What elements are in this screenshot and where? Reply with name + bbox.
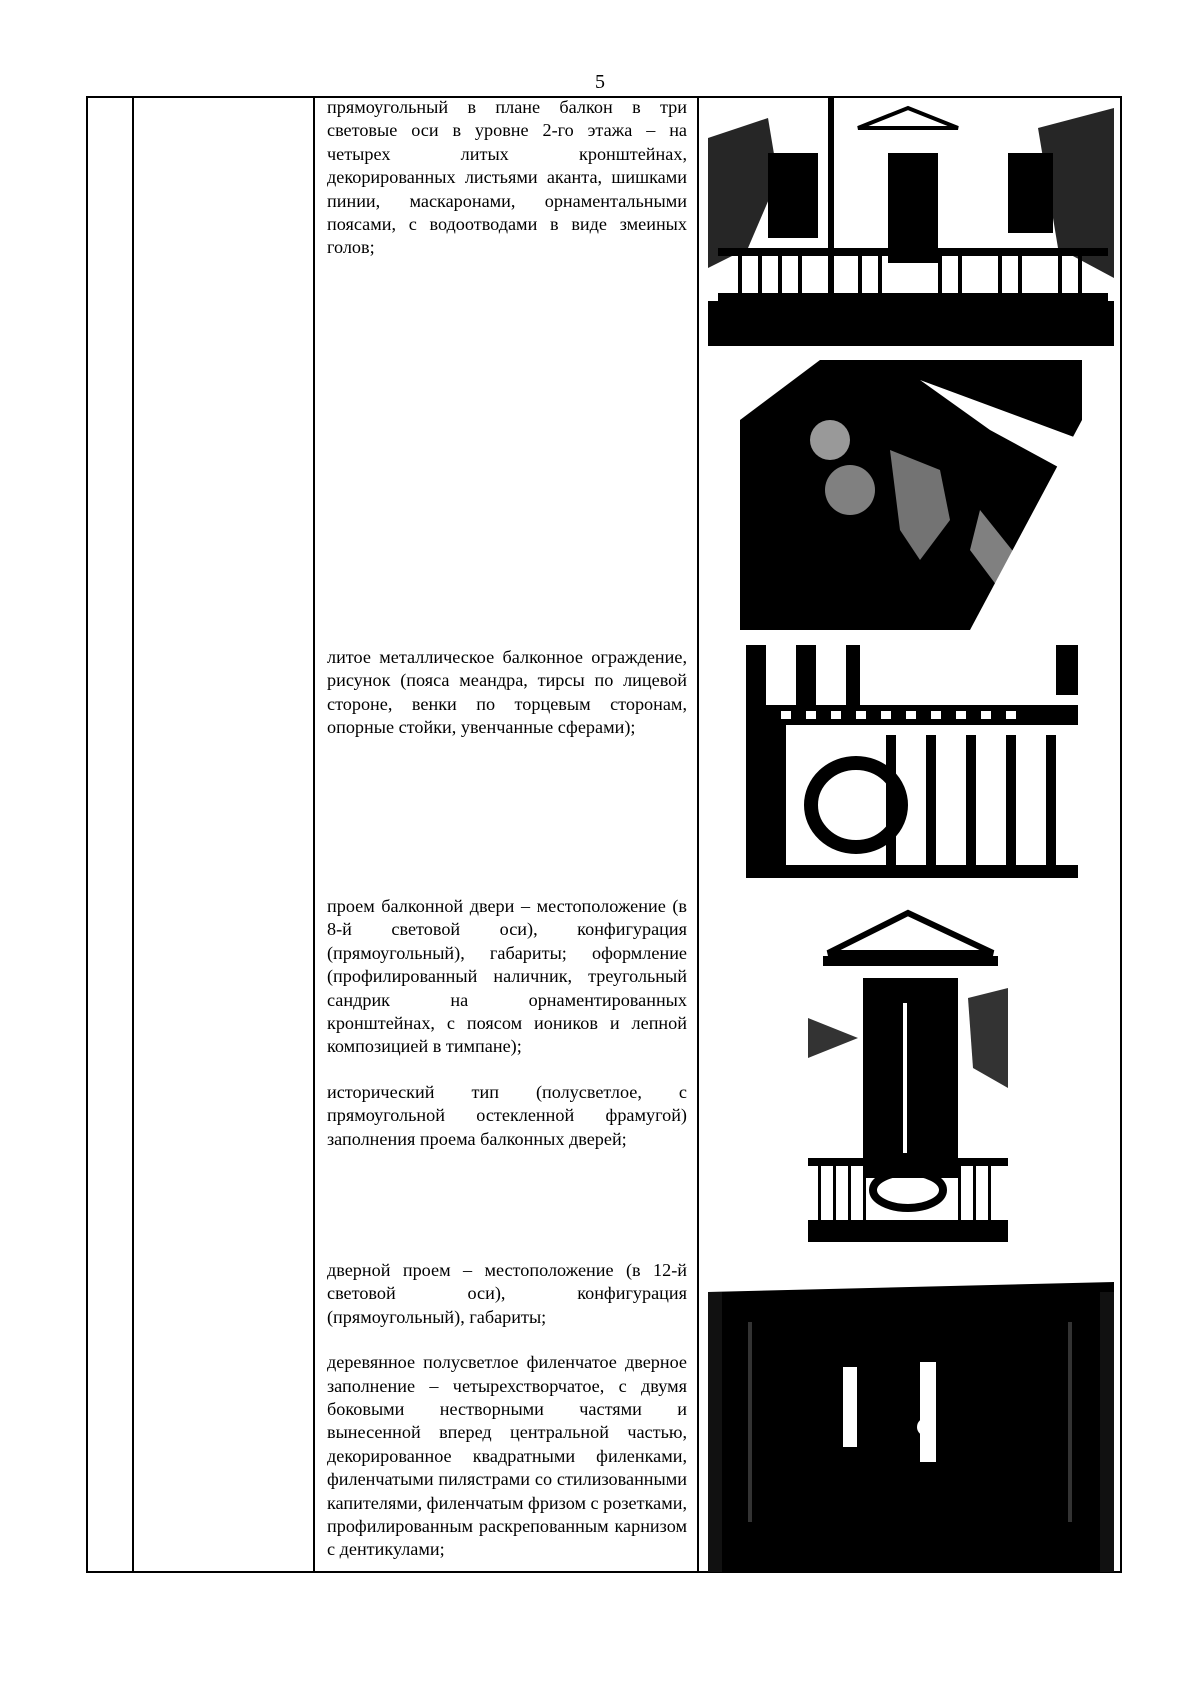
balcony-bracket-photo: [740, 360, 1082, 630]
table-column-divider: [697, 96, 699, 1573]
description-paragraph: деревянное полусветлое филенчатое дверное заполнение – четырехстворчатое, с двумя боковыми нестворными частями и вынесенной вперед центральной частью, декорированное квадратными филенками, филенчатыми пилястрами со стилизованными капителями, филенчатым фризом с розетками, профилированным раскрепованным карнизом с дентикулами;: [327, 1352, 687, 1560]
description-cell: [327, 1259, 687, 1562]
description-cell: [327, 646, 687, 740]
description-paragraph: исторический тип (полусветлое, с прямоугольной остекленной фрамугой) заполнения проема балконных дверей;: [327, 1081, 687, 1149]
balcony-facade-photo: [708, 98, 1114, 346]
balcony-railing-photo: [746, 645, 1078, 878]
table-column-divider: [132, 96, 134, 1573]
description-paragraph: дверной проем – местоположение (в 12-й световой оси), конфигурация (прямоугольный), габариты;: [327, 1260, 687, 1327]
entrance-door-photo: [708, 1262, 1114, 1572]
description-paragraph: проем балконной двери – местоположение (в 8-й световой оси), конфигурация (прямоугольный), габариты; оформление (профилированный наличник, треугольный сандрик на орнаментированных кронштейнах, с поясом иоников и лепной композицией в тимпане);: [327, 896, 687, 1057]
description-cell: [327, 895, 687, 1151]
description-cell: [327, 96, 687, 260]
description-paragraph: прямоугольный в плане балкон в три световые оси в уровне 2-го этажа – на четырех литых кронштейнах, декорированных листьями аканта, шишками пинии, маскаронами, орнаментальными поясами, с водоотводами в виде змеиных голов;: [327, 97, 687, 258]
page-number: 5: [595, 71, 605, 93]
balcony-door-photo: [808, 908, 1008, 1242]
table-column-divider: [313, 96, 315, 1573]
description-paragraph: литое металлическое балконное ограждение, рисунок (пояса меандра, тирсы по лицевой стороне, венки по торцевым сторонам, опорные стойки, увенчанные сферами);: [327, 647, 687, 738]
